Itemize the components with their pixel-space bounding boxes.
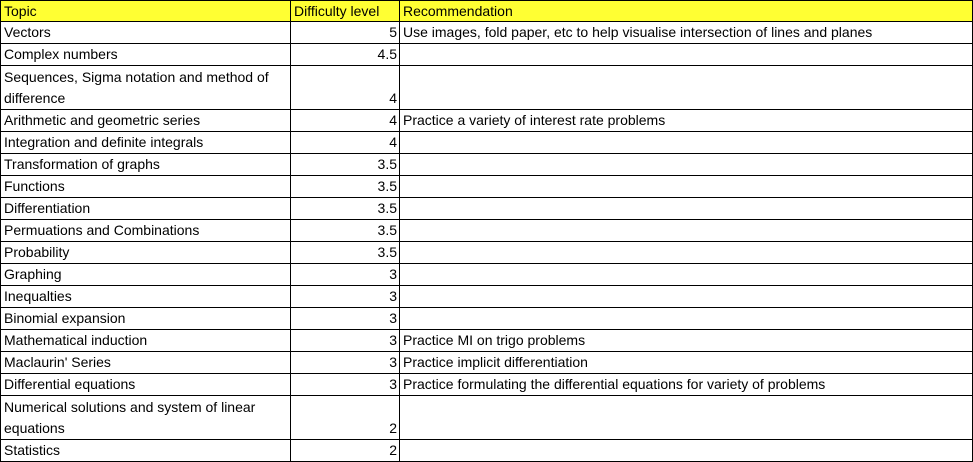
header-recommendation[interactable]: Recommendation (400, 1, 973, 22)
table-row (1, 308, 973, 330)
table-row (1, 242, 973, 264)
recommendation-cell[interactable]: Practice implicit differentiation (400, 352, 973, 374)
topic-cell[interactable]: Arithmetic and geometric series (1, 110, 291, 132)
difficulty-cell[interactable]: 3 (291, 286, 400, 308)
recommendation-cell[interactable] (400, 440, 973, 462)
table-row (1, 176, 973, 198)
recommendation-cell[interactable] (400, 66, 973, 110)
difficulty-cell[interactable]: 4 (291, 132, 400, 154)
recommendation-cell[interactable] (400, 264, 973, 286)
topic-cell[interactable]: Statistics (1, 440, 291, 462)
recommendation-cell[interactable] (400, 176, 973, 198)
topic-cell[interactable]: Sequences, Sigma notation and method of difference (1, 66, 291, 110)
table-row (1, 396, 973, 440)
topic-cell[interactable]: Vectors (1, 22, 291, 44)
topic-cell[interactable]: Differential equations (1, 374, 291, 396)
difficulty-cell[interactable]: 3 (291, 330, 400, 352)
difficulty-cell[interactable]: 3 (291, 308, 400, 330)
recommendation-cell[interactable]: Use images, fold paper, etc to help visualise intersection of lines and planes (400, 22, 973, 44)
table-row (1, 440, 973, 462)
difficulty-cell[interactable]: 2 (291, 440, 400, 462)
table-row (1, 220, 973, 242)
topic-cell[interactable]: Transformation of graphs (1, 154, 291, 176)
difficulty-cell[interactable]: 4.5 (291, 44, 400, 66)
topic-cell[interactable]: Permuations and Combinations (1, 220, 291, 242)
topic-cell[interactable]: Integration and definite integrals (1, 132, 291, 154)
recommendation-cell[interactable] (400, 286, 973, 308)
recommendation-cell[interactable]: Practice a variety of interest rate problems (400, 110, 973, 132)
topic-cell[interactable]: Binomial expansion (1, 308, 291, 330)
header-topic[interactable]: Topic (1, 1, 291, 22)
recommendation-cell[interactable] (400, 242, 973, 264)
difficulty-cell[interactable]: 4 (291, 110, 400, 132)
topic-cell[interactable]: Probability (1, 242, 291, 264)
table-row (1, 110, 973, 132)
topic-cell[interactable]: Differentiation (1, 198, 291, 220)
recommendation-cell[interactable] (400, 308, 973, 330)
difficulty-cell[interactable]: 3.5 (291, 242, 400, 264)
recommendation-cell[interactable]: Practice MI on trigo problems (400, 330, 973, 352)
table-row (1, 374, 973, 396)
table-row (1, 66, 973, 110)
table-row (1, 44, 973, 66)
recommendation-cell[interactable] (400, 198, 973, 220)
topic-cell[interactable]: Complex numbers (1, 44, 291, 66)
table-row (1, 330, 973, 352)
difficulty-cell[interactable]: 3 (291, 352, 400, 374)
topic-cell[interactable]: Maclaurin' Series (1, 352, 291, 374)
recommendation-cell[interactable] (400, 132, 973, 154)
recommendation-cell[interactable] (400, 396, 973, 440)
difficulty-cell[interactable]: 3 (291, 374, 400, 396)
header-row (1, 1, 973, 22)
topic-cell[interactable]: Functions (1, 176, 291, 198)
table-row (1, 22, 973, 44)
topic-cell[interactable]: Inequalties (1, 286, 291, 308)
table-row (1, 154, 973, 176)
table-row (1, 352, 973, 374)
table-row (1, 286, 973, 308)
difficulty-cell[interactable]: 3.5 (291, 176, 400, 198)
recommendation-cell[interactable] (400, 44, 973, 66)
table-row (1, 264, 973, 286)
topic-cell[interactable]: Mathematical induction (1, 330, 291, 352)
table-row (1, 132, 973, 154)
topic-cell[interactable]: Numerical solutions and system of linear equations (1, 396, 291, 440)
table-row (1, 198, 973, 220)
difficulty-cell[interactable]: 5 (291, 22, 400, 44)
recommendation-cell[interactable] (400, 154, 973, 176)
difficulty-cell[interactable]: 3.5 (291, 220, 400, 242)
difficulty-cell[interactable]: 2 (291, 396, 400, 440)
recommendation-cell[interactable] (400, 220, 973, 242)
difficulty-cell[interactable]: 3 (291, 264, 400, 286)
difficulty-cell[interactable]: 3.5 (291, 154, 400, 176)
topic-cell[interactable]: Graphing (1, 264, 291, 286)
header-difficulty-level[interactable]: Difficulty level (291, 1, 400, 22)
difficulty-cell[interactable]: 3.5 (291, 198, 400, 220)
difficulty-cell[interactable]: 4 (291, 66, 400, 110)
recommendation-cell[interactable]: Practice formulating the differential equations for variety of problems (400, 374, 973, 396)
